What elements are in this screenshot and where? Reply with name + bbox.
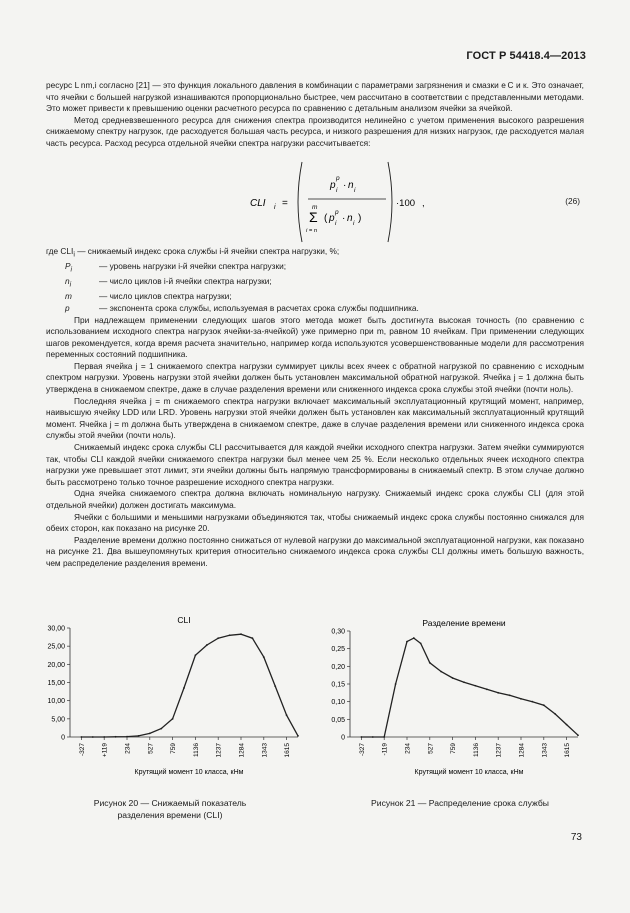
series-line xyxy=(361,638,578,737)
data-point xyxy=(452,677,454,679)
data-point xyxy=(577,734,579,736)
data-point xyxy=(520,698,522,700)
x-tick-label: 1136 xyxy=(192,743,200,757)
data-point xyxy=(138,735,140,737)
formula-period: , xyxy=(422,197,425,209)
numerator-i: i xyxy=(336,186,338,194)
definition-symbol: m xyxy=(65,291,72,302)
data-point xyxy=(81,736,83,738)
denominator-n: n xyxy=(347,212,353,224)
denominator-n-sub: i xyxy=(353,219,355,227)
equation-number: (26) xyxy=(565,195,580,206)
denominator-open-paren: ( xyxy=(324,212,328,224)
definition-symbol: $P_i$ xyxy=(65,260,73,274)
data-point xyxy=(172,718,174,720)
data-point xyxy=(406,641,408,643)
paragraph-3: При надлежащем применении следующих шагов этого метода может быть достигнута высокая точность (по сравнению с использованием исходного спектра нагрузок ячейки-за-ячейкой) уже примерно при m, равном 10 ячейкам. При применении следующих шагов рекомендуется, когда время расчета значительно, например когда используются усовершенствованные модели для рассмотрения переменных состояний подшипника. xyxy=(46,314,584,360)
denominator-dot: · xyxy=(342,212,346,224)
definition-row xyxy=(46,303,584,315)
x-axis-label: Крутящий момент 10 класса, кНм xyxy=(134,769,244,776)
data-point xyxy=(126,736,128,738)
definition-symbol: p xyxy=(65,302,70,313)
data-point xyxy=(160,728,162,730)
y-tick-label: 0,25 xyxy=(331,646,345,654)
definition-row xyxy=(46,246,584,261)
data-point xyxy=(532,701,534,703)
x-tick-label: 527 xyxy=(427,743,435,754)
x-tick-label: 1615 xyxy=(284,743,292,758)
x-tick-label: 759 xyxy=(450,743,458,754)
data-point xyxy=(92,736,94,738)
data-point xyxy=(475,685,477,687)
data-point xyxy=(183,687,185,689)
definition-row xyxy=(46,261,584,276)
x-tick-label: 1615 xyxy=(564,743,572,758)
definitions-list xyxy=(46,246,584,315)
formula-lhs-sub: i xyxy=(274,203,276,211)
data-point xyxy=(509,694,511,696)
paragraph-6: Снижаемый индекс срока службы CLI рассчитывается для каждой ячейки исходного спектра нагрузки. Затем ячейки суммируются так, чтобы CLI каждой ячейки снижаемого спектра нагрузки был менее чем 25 %. Если несколько отдельных ячеек исходного спектра нагрузки уже превышает этот лимит, эти ячейки должны быть напрямую трансформированы в снижаемый спектр. В этом случае должно быть рассмотрено только точное разрешение исходного спектра нагрузки. xyxy=(46,442,584,487)
figure-21-caption: Рисунок 21 — Распределение срока службы xyxy=(371,798,549,808)
data-point xyxy=(429,662,431,664)
x-tick-label: -327 xyxy=(358,743,366,757)
numerator-p: p xyxy=(330,179,336,191)
data-point xyxy=(566,724,568,726)
data-point xyxy=(395,683,397,685)
paragraph-2: Метод средневзвешенного ресурса для снижения спектра производится нелинейно с учетом применения высокого разрешения снижаемому спектру нагрузок, где расходуется большая часть ресурса, и низкого разрешения для низких нагрузок, где расходуется малая часть ресурса. Расход ресурса отдельной ячейки спектра нагрузки рассчитывается: xyxy=(46,114,584,148)
denominator-exp: p xyxy=(335,208,339,216)
data-point xyxy=(263,656,265,658)
y-tick-label: 5,00 xyxy=(51,716,65,724)
definition-symbol: где $CLI_i$ xyxy=(46,245,75,259)
right-paren xyxy=(388,162,392,242)
paragraph-5: Последняя ячейка j = m снижаемого спектра нагрузки включает максимальный эксплуатационный крутящий момент, например, наивысшую ячейку LDD или LRD. Уровень нагрузки этой ячейки должен быть установлен как максимальный эксплуатационный крутящий момент. Ячейка j = m должна быть утверждена в снижаемом спектре, даже в случае разделения времени или сниженного индекса срока службы этой ячейки (почти ноль). xyxy=(46,395,584,441)
definition-text: — уровень нагрузки i-й ячейки спектра нагрузки; xyxy=(99,260,287,271)
x-tick-label: 1237 xyxy=(495,743,503,758)
figures-area xyxy=(30,612,590,827)
x-tick-label: 1136 xyxy=(472,743,480,757)
denominator-i: i xyxy=(335,219,337,227)
data-point xyxy=(420,642,422,644)
y-tick-label: 0,20 xyxy=(331,663,345,671)
formula-26 xyxy=(46,152,584,244)
x-tick-label: 759 xyxy=(170,743,178,754)
y-tick-label: 15,00 xyxy=(47,680,65,687)
data-point xyxy=(103,736,105,738)
x-tick-label: 234 xyxy=(124,743,132,754)
data-point xyxy=(229,634,231,636)
sum-lower-limit: i = n xyxy=(306,227,318,234)
data-point xyxy=(361,736,363,738)
x-tick-label: 527 xyxy=(147,743,155,754)
y-tick-label: 0,05 xyxy=(331,716,345,724)
x-tick-label: 1343 xyxy=(261,743,269,758)
sum-sign: Σ xyxy=(309,208,318,225)
chart-title: CLI xyxy=(177,615,191,625)
y-tick-label: 10,00 xyxy=(47,698,65,706)
numerator-exp: p xyxy=(336,174,340,182)
x-tick-label: 1284 xyxy=(238,743,246,758)
data-point xyxy=(554,713,556,715)
paragraph-1: ресурс L nm,i согласно [21] — это функция локального давления в комбинации с параметрами загрязнения и смазки e C и к. Это означает, что ячейки с большей нагрузкой изнашиваются пропорционально быстрее, чем рассчитано в соответствии с представленными методами. Это может привести к превышению оценки расчетного ресурса по сравнению с детальным анализом ячейки за ячейкой. xyxy=(46,80,584,114)
data-point xyxy=(252,637,254,639)
data-point xyxy=(240,633,242,635)
definition-row xyxy=(46,291,584,303)
data-point xyxy=(463,681,465,683)
definition-text: — число циклов спектра нагрузки; xyxy=(99,291,232,302)
data-point xyxy=(115,736,117,738)
y-tick-label: 20,00 xyxy=(47,661,65,669)
data-point xyxy=(413,637,415,639)
formula-equals: = xyxy=(282,197,288,209)
x-tick-label: +119 xyxy=(101,743,109,758)
definition-text: — число циклов i-й ячейки спектра нагрузки; xyxy=(99,276,272,287)
formula-lhs: CLI xyxy=(250,197,266,209)
data-point xyxy=(274,685,276,687)
body-text xyxy=(46,80,584,570)
x-tick-label: 1237 xyxy=(215,743,223,758)
y-tick-label: 0,30 xyxy=(331,628,345,636)
data-point xyxy=(383,736,385,738)
x-tick-label: 234 xyxy=(404,743,412,754)
definition-text: — снижаемый индекс срока службы i-й ячейки спектра нагрузки, %; xyxy=(77,245,340,256)
data-point xyxy=(497,692,499,694)
y-tick-label: 0,10 xyxy=(331,699,345,707)
x-tick-label: -119 xyxy=(381,743,389,756)
x-axis-label: Крутящий момент 10 класса, кНм xyxy=(414,769,524,776)
data-point xyxy=(543,704,545,706)
data-point xyxy=(195,654,197,656)
data-point xyxy=(486,688,488,690)
x-tick-label: 1343 xyxy=(541,743,549,758)
y-tick-label: 0 xyxy=(341,734,345,742)
page-number: 73 xyxy=(570,832,582,843)
definition-text: — экспонента срока службы, используемая в расчетах срока службы подшипника. xyxy=(99,302,419,313)
x-tick-label: 1284 xyxy=(518,743,526,758)
sum-upper-limit: m xyxy=(312,203,318,211)
series-line xyxy=(81,634,298,737)
denominator-p: p xyxy=(329,212,335,224)
y-tick-label: 0,15 xyxy=(331,681,345,689)
numerator-n: n xyxy=(348,179,354,191)
data-point xyxy=(217,637,219,639)
y-tick-label: 0 xyxy=(61,734,65,742)
paragraph-7: Одна ячейка снижаемого спектра должна включать номинальную нагрузку. Снижаемый индекс срока службы CLI (для этой отдельной ячейки) должен достигать максимума. xyxy=(46,488,584,510)
data-point xyxy=(297,735,299,737)
x-tick-label: -327 xyxy=(78,743,86,757)
y-tick-label: 30,00 xyxy=(47,625,65,633)
left-paren xyxy=(298,162,302,242)
chart-title: Разделение времени xyxy=(422,618,506,628)
data-point xyxy=(372,736,374,738)
numerator-n-sub: i xyxy=(354,186,356,194)
numerator-dot: · xyxy=(343,179,347,191)
paragraph-9: Разделение времени должно постоянно снижаться от нулевой нагрузки до максимальной эксплуатационной нагрузки, как показано на рисунке 21. Два вышеупомянутых критерия относительно снижаемого индекса срока службы CLI должны иметь большую важность, чем распределение разделения времени. xyxy=(46,534,584,568)
formula-svg xyxy=(246,152,446,244)
denominator-close-paren: ) xyxy=(358,212,362,224)
paragraph-4: Первая ячейка j = 1 снижаемого спектра нагрузки суммирует циклы всех ячеек с обратной нагрузкой по сравнению с исходным спектром нагрузки. Уровень нагрузки этой ячейки должен быть установлен максимальной обратной нагрузкой. Ячейка j = 1 должна быть утверждена в снижаемом спектре, даже в случае разделения времени или сниженного индекса срока службы этой ячейки (почти ноль). xyxy=(46,360,584,395)
definition-symbol: $n_i$ xyxy=(65,276,72,289)
y-tick-label: 25,00 xyxy=(47,643,65,651)
formula-factor: ·100 xyxy=(396,197,416,209)
paragraph-8: Ячейки с большими и меньшими нагрузками объединяются так, чтобы снижаемый индекс срока службы постоянно снижался для обеих сторон, как показано на рисунке 20. xyxy=(46,511,584,534)
figure-20-caption: Рисунок 20 — Снижаемый показатель разделения времени (CLI) xyxy=(93,798,247,820)
data-point xyxy=(149,732,151,734)
data-point xyxy=(206,644,208,646)
standard-header: ГОСТ Р 54418.4—2013 xyxy=(466,50,586,62)
data-point xyxy=(286,714,288,716)
data-point xyxy=(440,671,442,673)
definition-row xyxy=(46,276,584,291)
